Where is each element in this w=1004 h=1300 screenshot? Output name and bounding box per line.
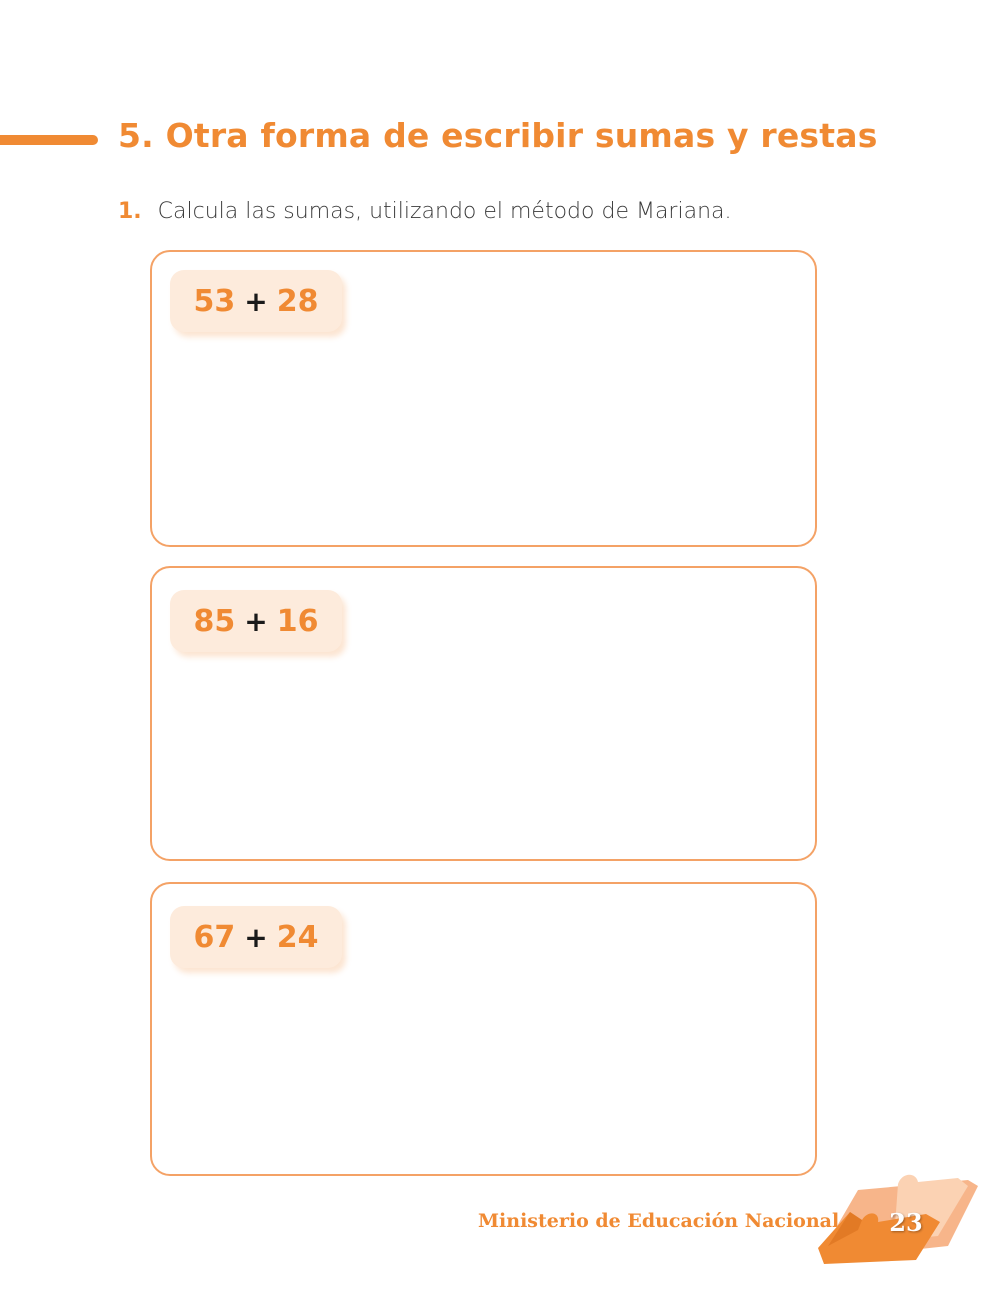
answer-box-1[interactable]: [150, 250, 817, 547]
exercise-instruction: [118, 199, 732, 224]
operator: +: [244, 284, 268, 318]
operand-a: 53: [193, 283, 236, 319]
operator: +: [244, 920, 268, 954]
operand-b: 28: [276, 283, 319, 319]
problem-label-1: [170, 270, 342, 332]
answer-box-2[interactable]: [150, 566, 817, 861]
operand-b: 16: [276, 603, 319, 639]
operand-b: 24: [276, 919, 319, 955]
problem-label-3: [170, 906, 342, 968]
answer-box-3[interactable]: [150, 882, 817, 1176]
publisher-name: Ministerio de Educación Nacional: [478, 1210, 840, 1232]
page-number: 23: [889, 1208, 923, 1237]
operand-a: 67: [193, 919, 236, 955]
exercise-text: Calcula las sumas, utilizando el método de Mariana.: [157, 199, 732, 224]
problem-label-2: [170, 590, 342, 652]
page-title: 5. Otra forma de escribir sumas y restas: [118, 116, 878, 155]
operator: +: [244, 604, 268, 638]
title-accent-bar: [0, 135, 98, 145]
exercise-number: 1.: [118, 199, 142, 224]
operand-a: 85: [193, 603, 236, 639]
